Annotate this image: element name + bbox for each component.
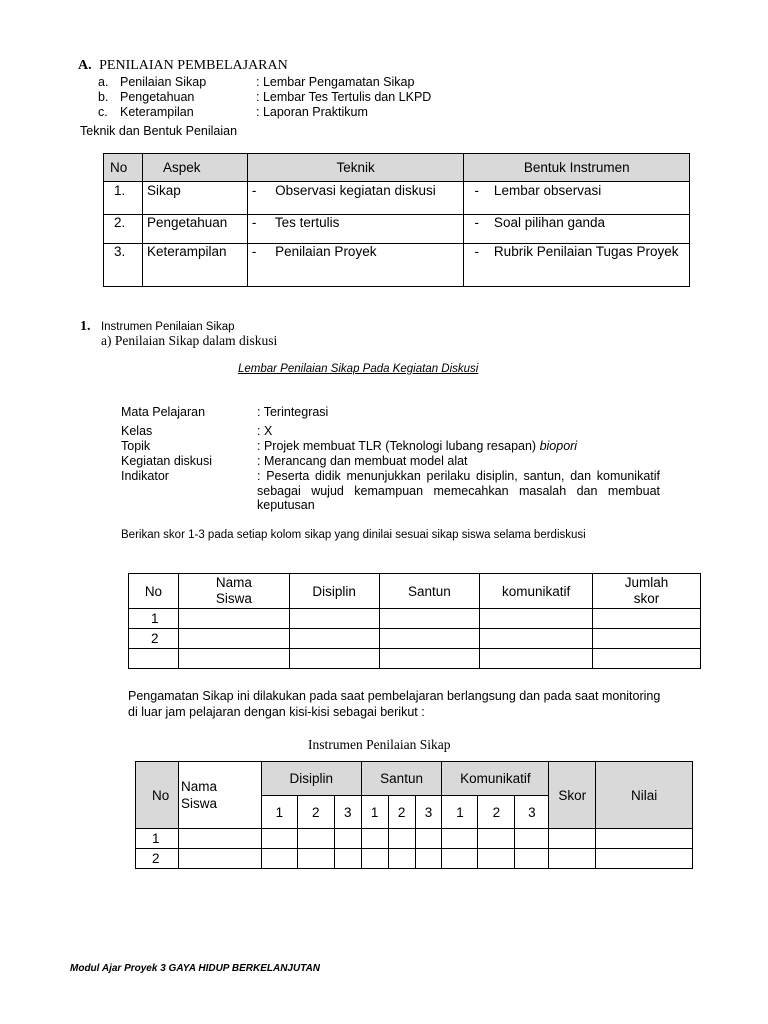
info-label: Kegiatan diskusi — [121, 454, 213, 468]
section-1-number: 1. — [80, 319, 91, 334]
table-row: 2. Pengetahuan - Tes tertulis - Soal pilihan ganda — [104, 215, 690, 244]
info-value: : Projek membuat TLR (Teknologi lubang resapan) biopori — [257, 439, 578, 453]
table-header: Komunikatif — [442, 762, 549, 796]
section-1-title: Instrumen Penilaian Sikap — [100, 321, 235, 333]
table-header: Disiplin — [261, 762, 361, 796]
teknik-subtitle: Teknik dan Bentuk Penilaian — [80, 124, 238, 138]
table-header: Santun — [379, 574, 480, 609]
info-value: : Terintegrasi — [257, 405, 329, 419]
page-footer: Modul Ajar Proyek 3 GAYA HIDUP BERKELANJUTAN — [70, 963, 321, 974]
sheet-title: Lembar Penilaian Sikap Pada Kegiatan Diskusi — [238, 363, 479, 375]
table-header: No — [104, 154, 143, 182]
table-header: Aspek — [142, 154, 247, 182]
sikap-table — [128, 573, 701, 669]
info-label: Topik — [121, 439, 151, 453]
table-header: Teknik — [247, 154, 464, 182]
table-row: 1 — [129, 609, 701, 629]
section-a-title: PENILAIAN PEMBELAJARAN — [99, 58, 288, 73]
observation-paragraph: Pengamatan Sikap ini dilakukan pada saat pembelajaran berlangsung dan pada saat monitoring di luar jam pelajaran dengan kisi-kisi sebagai berikut : — [128, 689, 661, 719]
section-1-sub: a) Penilaian Sikap dalam diskusi — [101, 333, 278, 348]
info-label: Mata Pelajaran — [121, 405, 206, 419]
section-a-letter: A. — [78, 58, 92, 73]
table-row — [129, 649, 701, 669]
table-row: 3. Keterampilan - Penilaian Proyek - Rubrik Penilaian Tugas Proyek — [104, 244, 690, 287]
teknik-table — [103, 153, 690, 287]
table-header: Nama Siswa — [178, 762, 261, 829]
table-header: Santun — [361, 762, 442, 796]
instruction: Berikan skor 1-3 pada setiap kolom sikap yang dinilai sesuai sikap siswa selama berdiskusi — [121, 529, 586, 541]
info-value: : X — [257, 424, 273, 438]
table-header: Bentuk Instrumen — [464, 154, 690, 182]
table-row: 2 — [136, 849, 693, 869]
info-value: : Peserta didik menunjukkan perilaku disiplin, santun, dan komunikatif sebagai wujud kemampuan memecahkan masalah dan membuat keputusan — [257, 469, 660, 512]
info-label: Indikator — [121, 469, 169, 483]
table-row: 1. Sikap - Observasi kegiatan diskusi - Lembar observasi — [104, 182, 690, 215]
table-header: Nama Siswa — [178, 574, 289, 609]
instrument-table: No Nama Siswa Disiplin Santun Komunikatif Skor Nilai 1 2 3 1 2 3 1 2 3 1 2 — [135, 761, 693, 869]
table-header: komunikatif — [480, 574, 593, 609]
table-header: No — [136, 762, 179, 829]
table-row: 2 — [129, 629, 701, 649]
table-row: 1 — [136, 829, 693, 849]
table-header: No — [129, 574, 179, 609]
table-header: Disiplin — [289, 574, 379, 609]
section-a-heading — [78, 58, 288, 74]
table-header: Skor — [549, 762, 596, 829]
info-value: : Merancang dan membuat model alat — [257, 454, 468, 468]
table-header: Nilai — [596, 762, 693, 829]
table-header: Jumlah skor — [593, 574, 701, 609]
info-label: Kelas — [121, 424, 153, 438]
instrument-caption: Instrumen Penilaian Sikap — [308, 737, 451, 752]
